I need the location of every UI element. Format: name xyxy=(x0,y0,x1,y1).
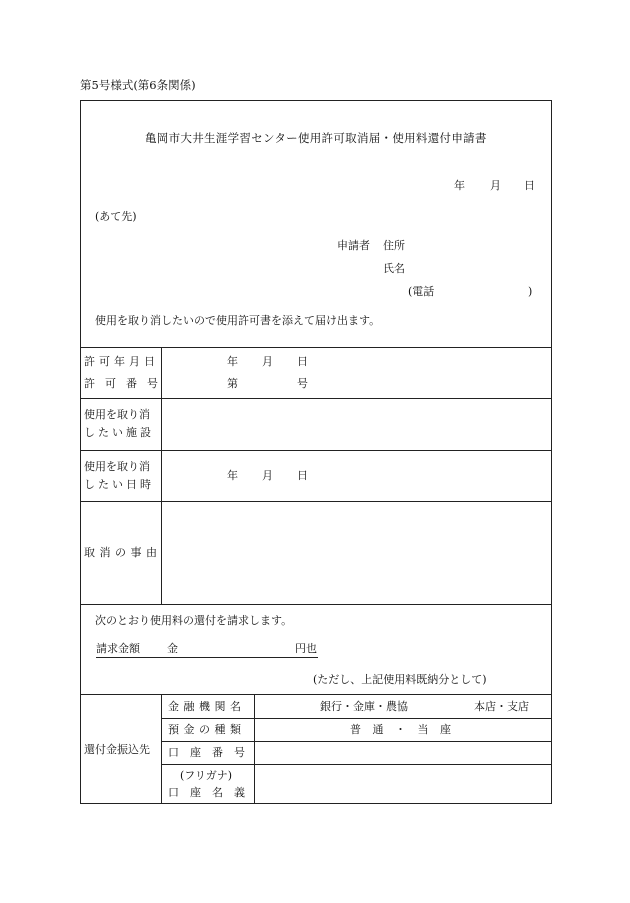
datetime-month: 月 xyxy=(262,469,273,482)
bank-section-label: 還付金振込先 xyxy=(84,743,150,756)
amount-label: 請求金額 xyxy=(96,642,140,655)
account-number-label: 口座番号 xyxy=(168,746,256,759)
divider-bank-row1 xyxy=(161,718,552,719)
datetime-label-line1: 使用を取り消 xyxy=(84,460,150,473)
addressee-label: (あて先) xyxy=(95,210,137,223)
divider-bank-row2 xyxy=(161,741,552,742)
amount-yen: 円也 xyxy=(295,642,317,655)
facility-label-line2: したい施設 xyxy=(84,426,154,439)
permit-date-year: 年 xyxy=(227,355,238,368)
divider-refund-bottom xyxy=(80,694,552,695)
permit-date-label: 許可年月日 xyxy=(84,355,159,368)
amount-kin: 金 xyxy=(167,642,178,655)
account-name-label: 口座名義 xyxy=(168,786,256,799)
datetime-day: 日 xyxy=(297,469,308,482)
reason-label: 取消の事由 xyxy=(84,546,162,559)
divider-datetime-bottom xyxy=(80,501,552,502)
divider-header-bottom xyxy=(80,347,552,348)
date-day-label: 日 xyxy=(524,179,535,192)
divider-reason-bottom xyxy=(80,604,552,605)
divider-bank-row3 xyxy=(161,764,552,765)
datetime-year: 年 xyxy=(227,469,238,482)
permit-number-label: 許可番号 xyxy=(84,377,168,390)
furigana-label: (フリガナ) xyxy=(180,769,233,782)
institution-options: 銀行・金庫・農協 xyxy=(320,700,408,713)
permit-number-suffix: 号 xyxy=(297,377,308,390)
amount-underline xyxy=(96,657,318,658)
phone-open-label: (電話 xyxy=(408,285,435,298)
refund-note: (ただし、上記使用料既納分として) xyxy=(313,673,487,686)
applicant-label: 申請者 xyxy=(337,239,370,252)
permit-date-month: 月 xyxy=(262,355,273,368)
divider-permit-bottom xyxy=(80,398,552,399)
divider-facility-bottom xyxy=(80,450,552,451)
deposit-type-label: 預金の種類 xyxy=(168,723,246,736)
address-label: 住所 xyxy=(383,239,405,252)
date-month-label: 月 xyxy=(490,179,501,192)
name-label: 氏名 xyxy=(383,262,405,275)
permit-number-prefix: 第 xyxy=(227,377,238,390)
datetime-label-line2: したい日時 xyxy=(84,478,154,491)
bank-label-column-divider xyxy=(161,694,162,804)
form-frame xyxy=(80,100,552,804)
form-title: 亀岡市大井生涯学習センター使用許可取消届・使用料還付申請書 xyxy=(145,131,487,145)
facility-label-line1: 使用を取り消 xyxy=(84,408,150,421)
form-number-label: 第5号様式(第6条関係) xyxy=(80,78,196,92)
institution-label: 金融機関名 xyxy=(168,700,246,713)
branch-options: 本店・支店 xyxy=(474,700,529,713)
declaration-text: 使用を取り消したいので使用許可書を添えて届け出ます。 xyxy=(95,314,381,327)
date-year-label: 年 xyxy=(454,179,465,192)
permit-date-day: 日 xyxy=(297,355,308,368)
refund-request-text: 次のとおり使用料の還付を請求します。 xyxy=(95,614,293,627)
deposit-type-options: 普 通 ・ 当 座 xyxy=(350,723,455,736)
phone-close-label: ) xyxy=(528,285,533,298)
